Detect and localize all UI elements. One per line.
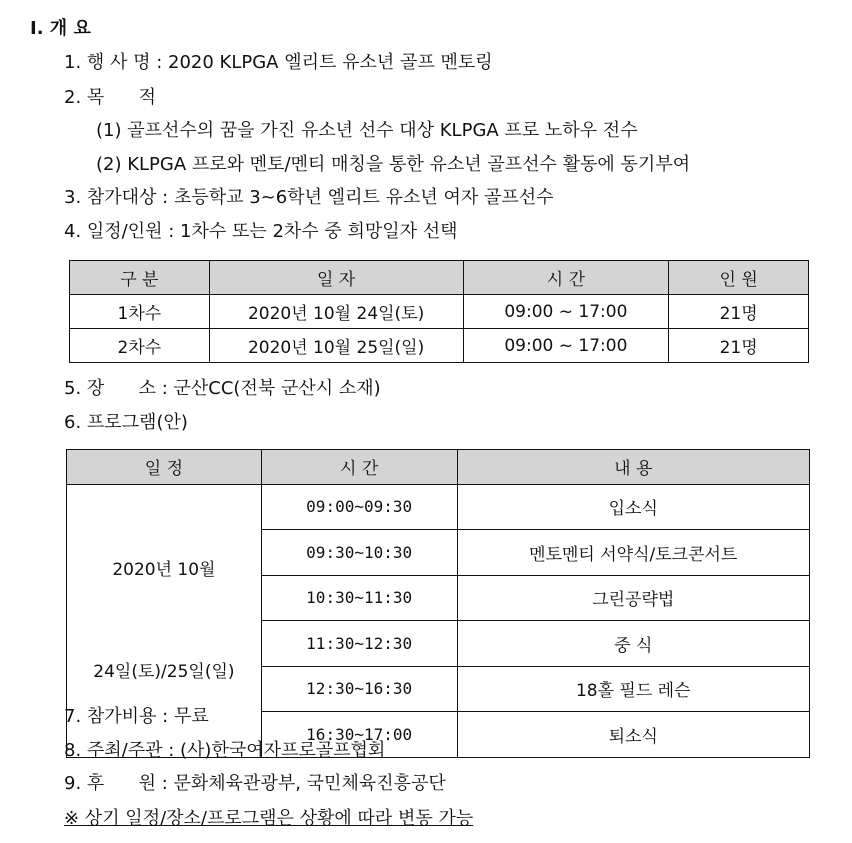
schedule-info: 4. 일정/인원 : 1차수 또는 2차수 중 희망일자 선택 [64, 221, 458, 242]
program-date-line: 24일(토)/25일(일) [93, 661, 235, 682]
table-cell: 16:30~17:00 [261, 712, 457, 758]
column-header: 인 원 [669, 261, 809, 295]
table-cell: 11:30~12:30 [261, 621, 457, 667]
table-row [67, 484, 810, 530]
table-cell: 09:00 ~ 17:00 [463, 295, 669, 329]
table-cell: 09:00 ~ 17:00 [463, 329, 669, 363]
program-date-line: 2020년 10월 [112, 559, 216, 580]
column-header: 일 자 [209, 261, 463, 295]
program-heading: 6. 프로그램(안) [64, 412, 188, 433]
table-cell: 12:30~16:30 [261, 666, 457, 712]
purpose-heading: 2. 목 적 [64, 87, 157, 108]
session-table [69, 260, 809, 363]
fee: 7. 참가비용 : 무료 [64, 706, 209, 727]
table-cell: 그린공략법 [457, 575, 810, 621]
purpose-item-2: (2) KLPGA 프로와 멘토/멘티 매칭을 통한 유소년 골프선수 활동에 동기부여 [96, 154, 691, 175]
table-row [70, 295, 809, 329]
sponsor: 9. 후 원 : 문화체육관광부, 국민체육진흥공단 [64, 773, 446, 794]
table-cell: 21명 [669, 329, 809, 363]
table-header-row [70, 261, 809, 295]
purpose-item-1: (1) 골프선수의 꿈을 가진 유소년 선수 대상 KLPGA 프로 노하우 전수 [96, 120, 638, 141]
table-header-row [67, 450, 810, 485]
column-header: 시 간 [463, 261, 669, 295]
table-cell: 중 식 [457, 621, 810, 667]
table-row [70, 329, 809, 363]
table-cell: 09:00~09:30 [261, 484, 457, 530]
table-cell: 21명 [669, 295, 809, 329]
column-header: 일 정 [67, 450, 262, 485]
table-cell: 입소식 [457, 484, 810, 530]
table-cell: 1차수 [70, 295, 210, 329]
change-notice: ※ 상기 일정/장소/프로그램은 상황에 따라 변동 가능 [64, 808, 474, 829]
participants: 3. 참가대상 : 초등학교 3~6학년 엘리트 유소년 여자 골프선수 [64, 187, 554, 208]
table-cell: 2020년 10월 25일(일) [209, 329, 463, 363]
host: 8. 주최/주관 : (사)한국여자프로골프협회 [64, 740, 386, 761]
column-header: 구 분 [70, 261, 210, 295]
venue: 5. 장 소 : 군산CC(전북 군산시 소재) [64, 378, 381, 399]
table-cell: 멘토멘티 서약식/토크콘서트 [457, 530, 810, 576]
table-cell: 2차수 [70, 329, 210, 363]
table-cell: 10:30~11:30 [261, 575, 457, 621]
table-cell: 18홀 필드 레슨 [457, 666, 810, 712]
column-header: 내 용 [457, 450, 810, 485]
event-name: 1. 행 사 명 : 2020 KLPGA 엘리트 유소년 골프 멘토링 [64, 52, 493, 73]
table-cell: 09:30~10:30 [261, 530, 457, 576]
table-cell: 2020년 10월 24일(토) [209, 295, 463, 329]
section-title: Ⅰ. 개 요 [30, 18, 91, 39]
table-cell: 퇴소식 [457, 712, 810, 758]
column-header: 시 간 [261, 450, 457, 485]
